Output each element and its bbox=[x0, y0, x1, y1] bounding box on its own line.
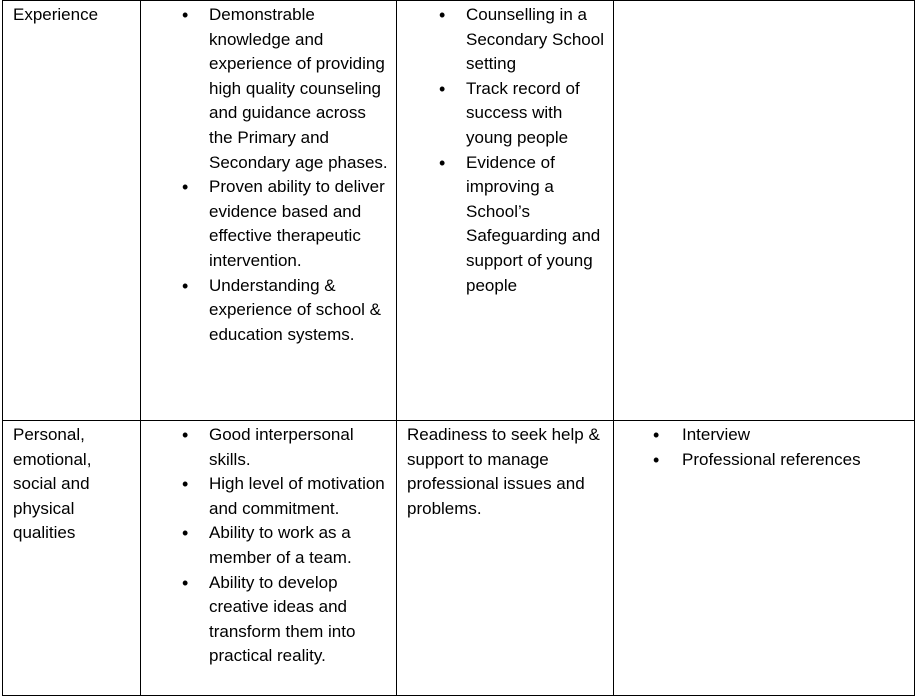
bullet-icon: • bbox=[182, 177, 189, 198]
list-item: • Professional references bbox=[624, 448, 908, 473]
list-item: • High level of motivation and commitment. bbox=[182, 474, 385, 518]
bullet-icon: • bbox=[182, 474, 189, 495]
assessment-cell bbox=[614, 421, 915, 696]
bullet-icon: • bbox=[182, 425, 189, 445]
list-item: • Counselling in a Secondary School setting bbox=[439, 5, 604, 74]
list-item: • Interview bbox=[624, 423, 908, 448]
row-label: Personal, emotional, social and physical qualities bbox=[13, 425, 92, 543]
list-item: • Good interpersonal skills. bbox=[182, 425, 354, 469]
table-row-personal-qualities bbox=[3, 421, 915, 696]
table-row-experience bbox=[3, 1, 915, 421]
essential-list bbox=[151, 423, 390, 669]
list-item: • Understanding & experience of school & education systems. bbox=[182, 275, 381, 344]
list-item: • Proven ability to deliver evidence based and effective therapeutic intervention. bbox=[182, 177, 385, 270]
person-specification-table bbox=[2, 0, 915, 696]
bullet-icon: • bbox=[182, 572, 189, 593]
assessment-list bbox=[624, 423, 908, 472]
row-label-cell bbox=[3, 1, 141, 421]
essential-list bbox=[151, 3, 390, 347]
bullet-icon: • bbox=[439, 152, 446, 173]
desirable-cell bbox=[397, 421, 614, 696]
row-label: Experience bbox=[13, 5, 99, 24]
desirable-cell bbox=[397, 1, 614, 421]
desirable-list bbox=[407, 3, 607, 298]
essential-cell bbox=[141, 1, 397, 421]
bullet-icon: • bbox=[439, 78, 446, 99]
bullet-icon: • bbox=[653, 449, 660, 470]
bullet-icon: • bbox=[182, 275, 189, 296]
bullet-icon: • bbox=[439, 5, 446, 25]
bullet-icon: • bbox=[182, 5, 189, 25]
list-item: • Ability to develop creative ideas and transform them into practical reality. bbox=[182, 572, 356, 666]
desirable-text: Readiness to seek help & support to manage professional issues and problems. bbox=[407, 425, 600, 518]
list-item: • Evidence of improving a School’s Safeguarding and support of young people bbox=[439, 152, 601, 295]
list-item: • Track record of success with young people bbox=[439, 78, 580, 147]
essential-cell bbox=[141, 421, 397, 696]
assessment-cell bbox=[614, 1, 915, 421]
bullet-icon: • bbox=[653, 425, 660, 445]
bullet-icon: • bbox=[182, 523, 189, 544]
row-label-cell bbox=[3, 421, 141, 696]
list-item: • Demonstrable knowledge and experience of providing high quality counseling and guidance across the Primary and Secondary age phases. bbox=[182, 5, 388, 172]
list-item: • Ability to work as a member of a team. bbox=[182, 523, 352, 567]
